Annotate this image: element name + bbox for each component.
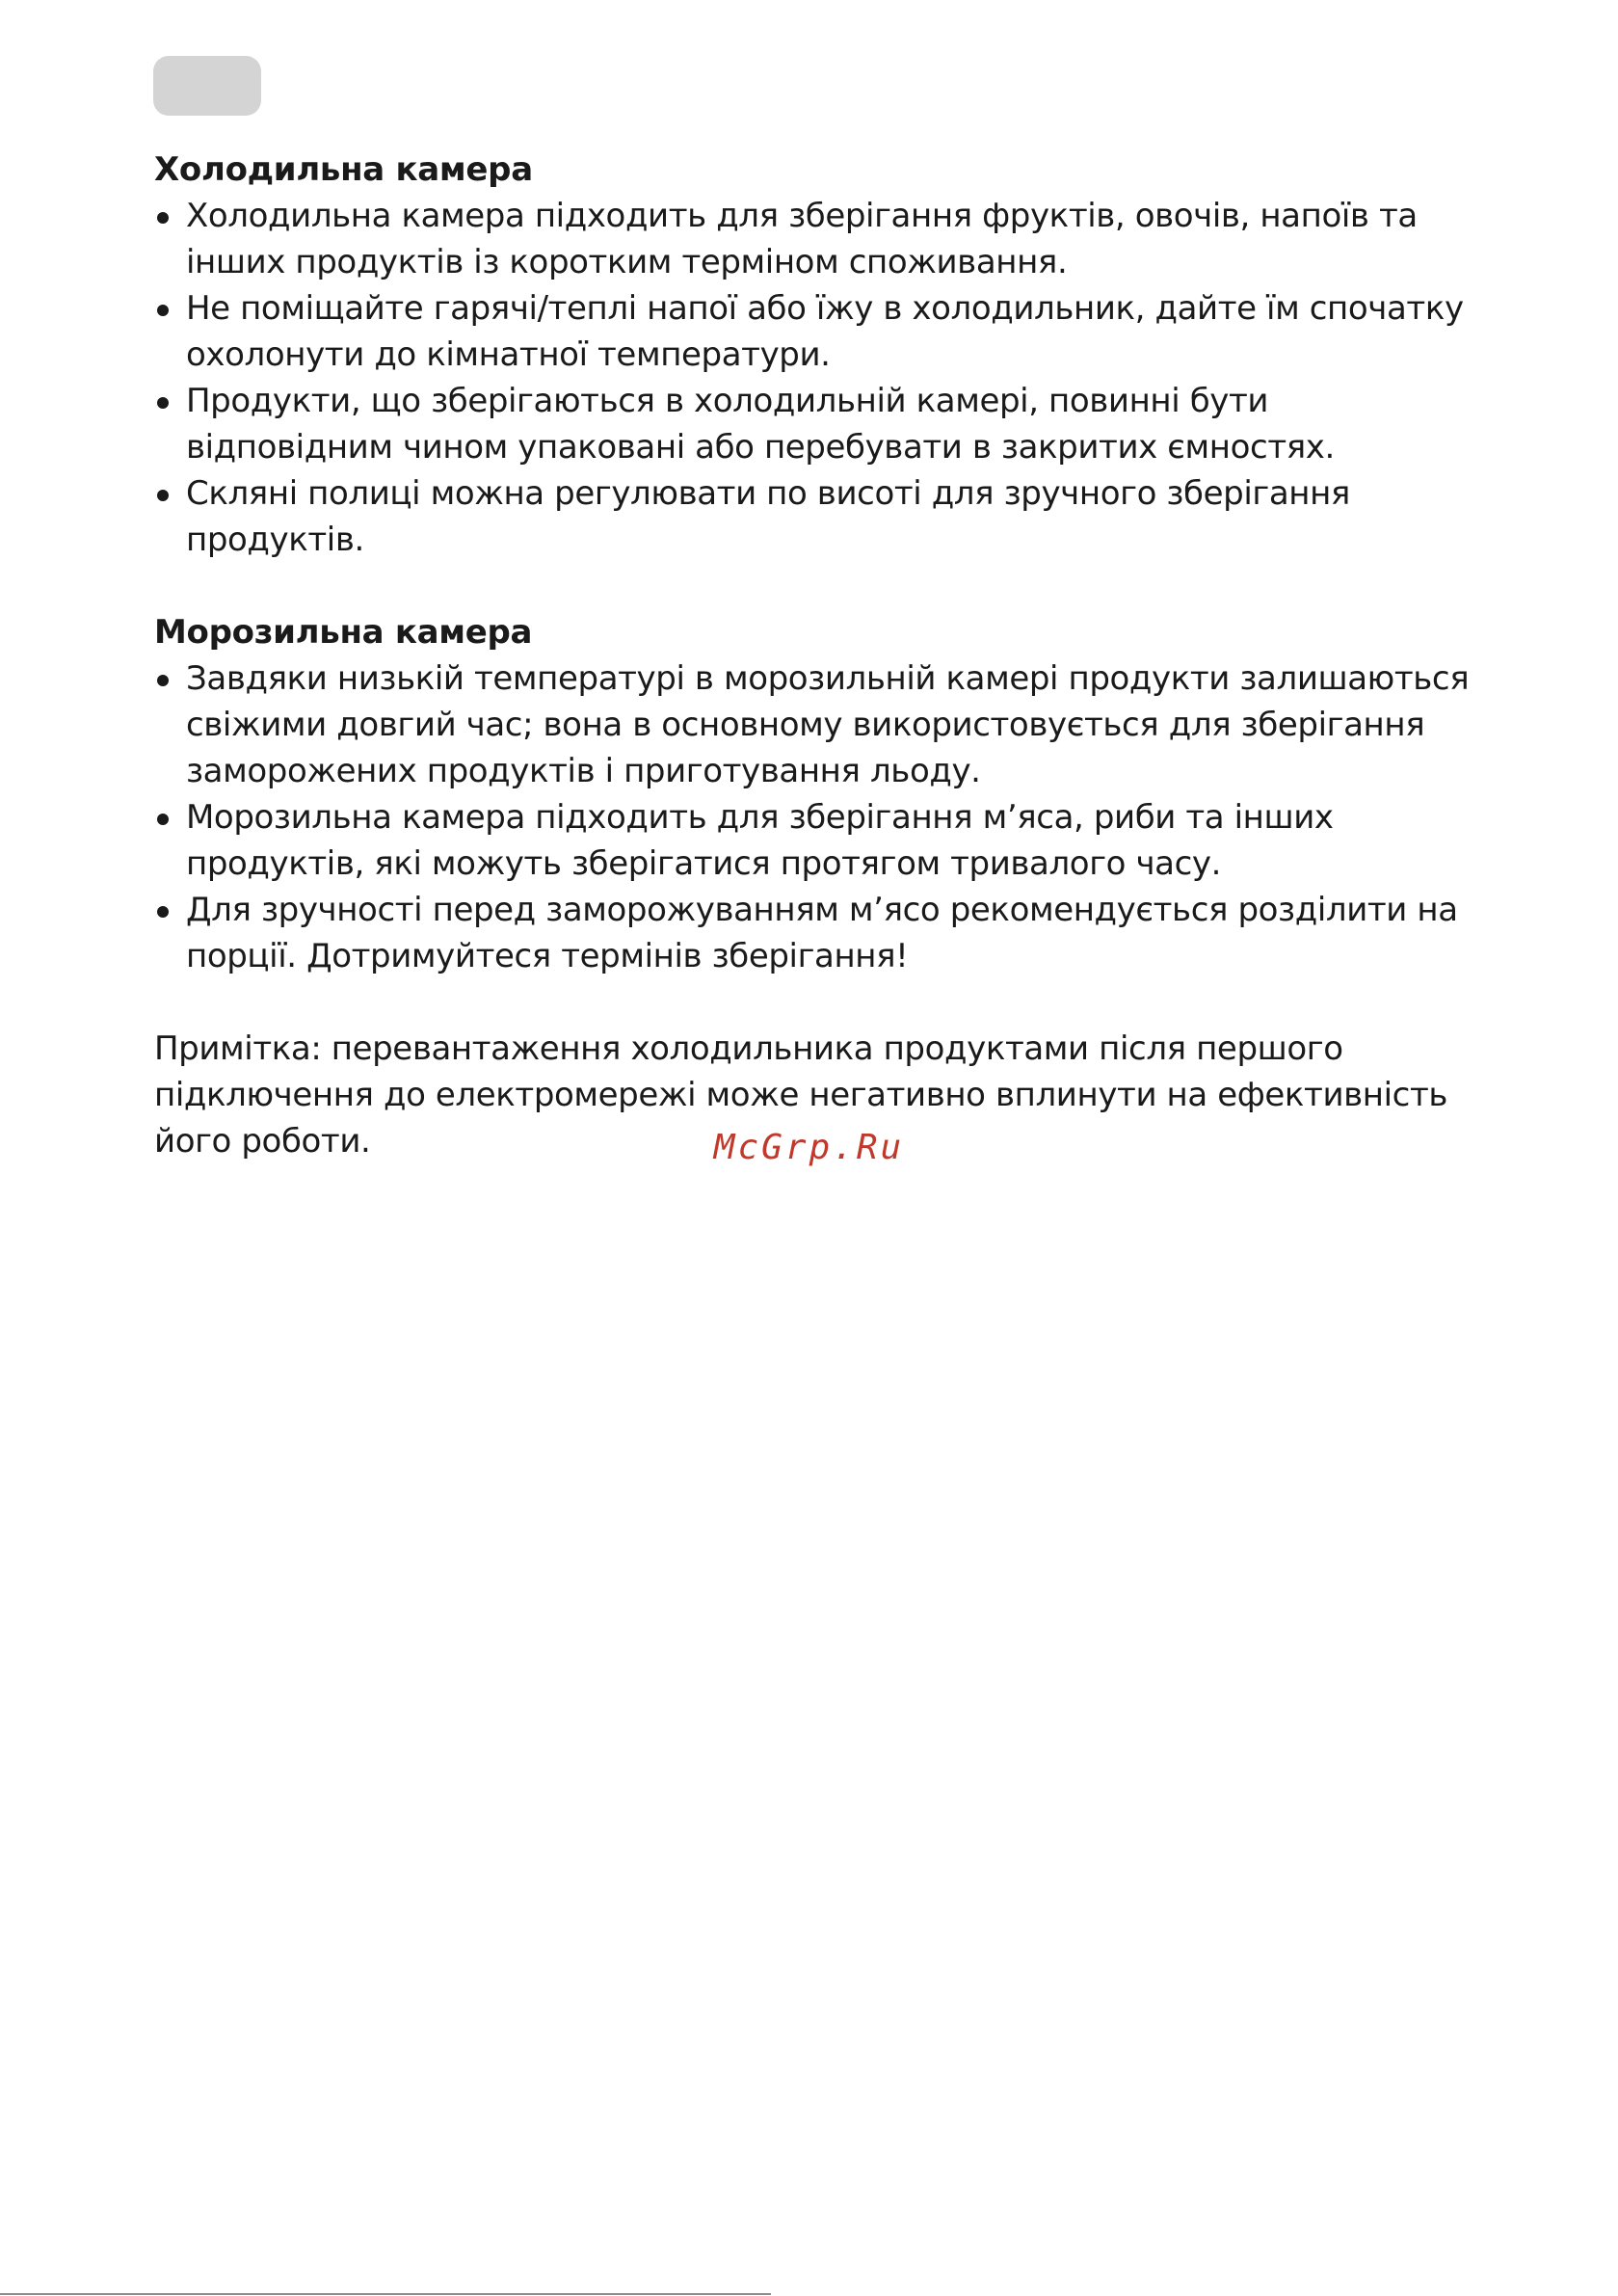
list-item: Скляні полиці можна регулювати по висоті для зручного зберігання продуктів.: [154, 470, 1484, 563]
document-body: [154, 147, 1484, 1164]
list-item: Продукти, що зберігаються в холодильній камері, повинні бути відповідним чином упаковані або перебувати в закритих ємностях.: [154, 378, 1484, 470]
note-paragraph: Примітка: перевантаження холодильника продуктами після першого підключення до електромережі може негативно вплинути на ефективність його роботи.: [154, 1029, 1448, 1161]
freezer-bullet-list: [154, 655, 1484, 979]
fridge-bullet-list: [154, 193, 1484, 563]
watermark-link[interactable]: McGrp.Ru: [713, 1128, 905, 1167]
list-item: Холодильна камера підходить для зберігання фруктів, овочів, напоїв та інших продуктів із коротким терміном споживання.: [154, 193, 1484, 285]
list-item: Морозильна камера підходить для зберігання м’яса, риби та інших продуктів, які можуть зберігатися протягом тривалого часу.: [154, 794, 1484, 887]
section-title-freezer: Морозильна камера: [154, 613, 533, 652]
section-title-fridge: Холодильна камера: [154, 150, 533, 189]
section-spacer: [154, 979, 1484, 1026]
section-spacer: [154, 563, 1484, 609]
list-item: Для зручності перед заморожуванням м’ясо рекомендується розділити на порції. Дотримуйтеся термінів зберігання!: [154, 887, 1484, 979]
list-item: Не поміщайте гарячі/теплі напої або їжу в холодильник, дайте їм спочатку охолонути до кімнатної температури.: [154, 285, 1484, 378]
page-tab-marker: [153, 56, 261, 116]
footer-divider: [0, 2293, 771, 2295]
list-item: Завдяки низькій температурі в морозильній камері продукти залишаються свіжими довгий час; вона в основному використовується для зберігання заморожених продуктів і приготування льоду.: [154, 655, 1484, 794]
